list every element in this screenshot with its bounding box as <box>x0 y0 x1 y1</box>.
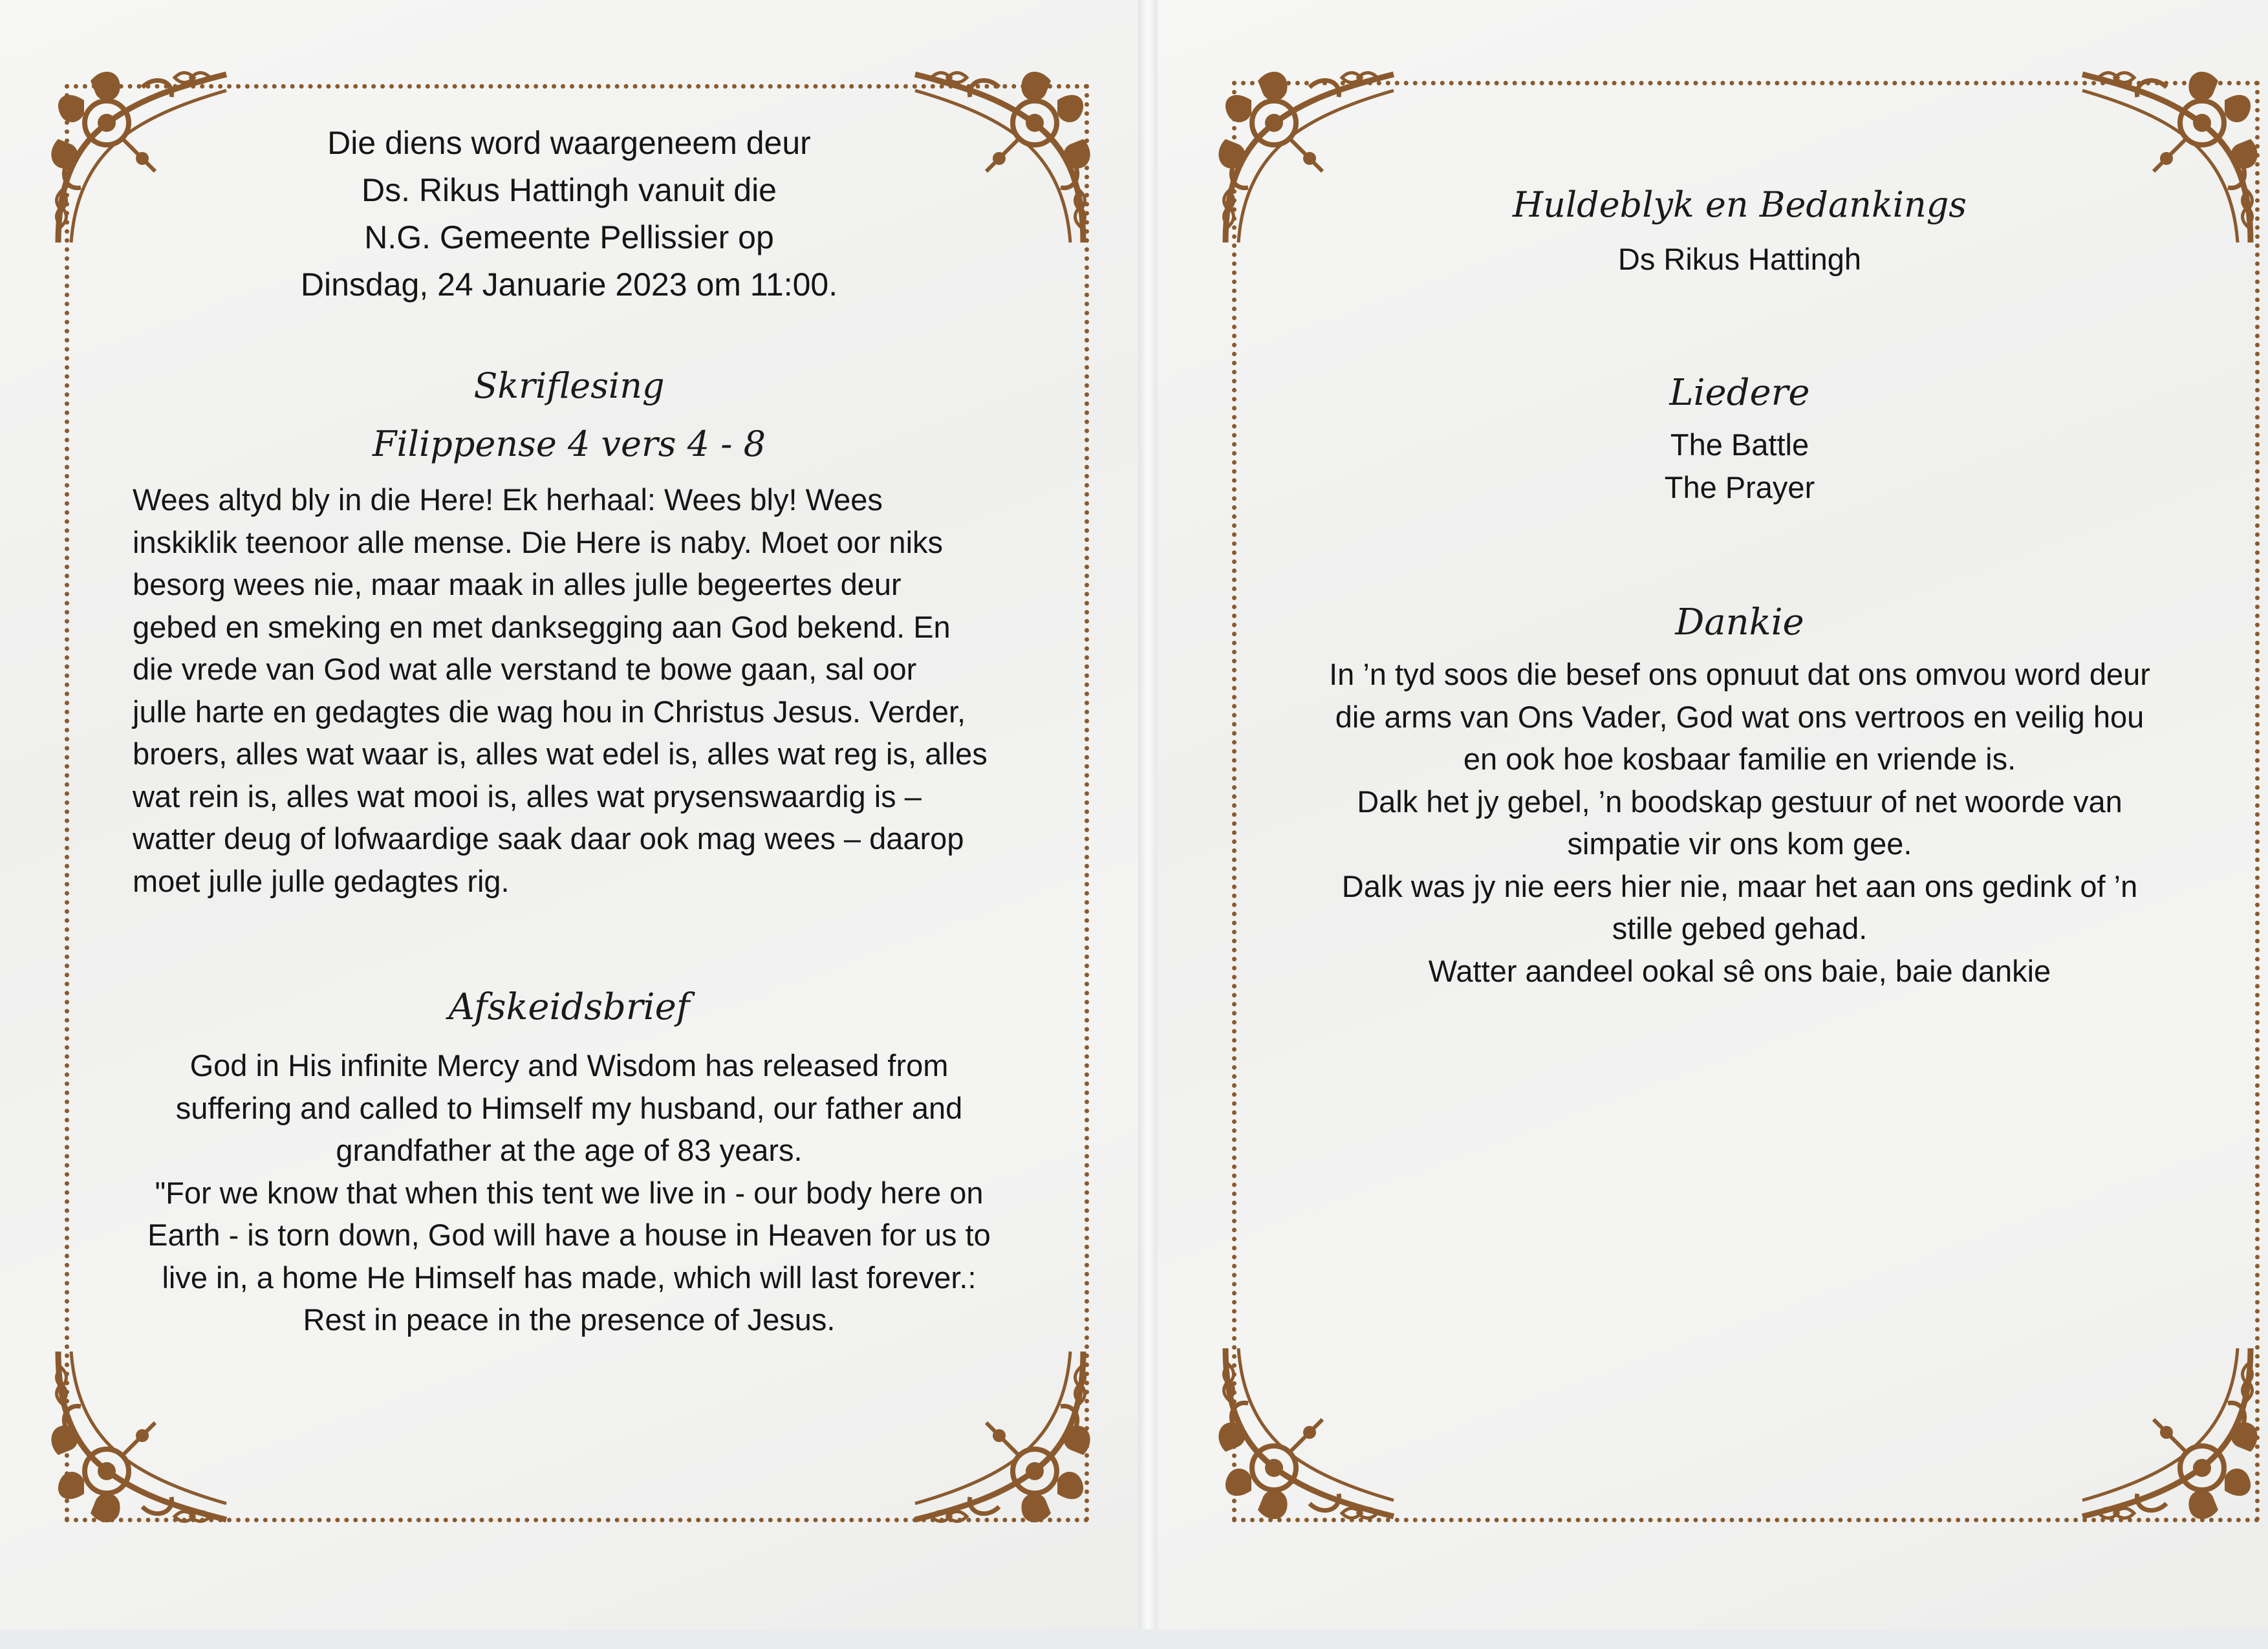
scripture-line: julle harte en gedagtes die wag hou in Christus Jesus. Verder, <box>133 694 966 729</box>
corner-ornament-icon <box>2069 61 2263 255</box>
farewell-line: "For we know that when this tent we live in - our body here on <box>155 1175 984 1210</box>
scripture-line: Wees altyd bly in die Here! Ek herhaal: Wees bly! Wees <box>133 482 883 517</box>
thanks-line: In ’n tyd soos die besef ons opnuut dat ons omvou word deur <box>1329 657 2150 691</box>
intro-line: N.G. Gemeente Pellissier op <box>364 219 774 255</box>
songs-heading: Liedere <box>1669 372 1810 414</box>
scripture-line: gebed en smeking en met danksegging aan God bekend. En <box>133 609 951 644</box>
corner-ornament-icon <box>1213 1335 1407 1529</box>
thanks-line: die arms van Ons Vader, God wat ons vertroos en veilig hou <box>1335 699 2144 734</box>
corner-ornament-icon <box>2069 1335 2263 1529</box>
page-fold <box>1138 0 1158 1630</box>
songs-list <box>1416 424 2063 508</box>
intro-line: Ds. Rikus Hattingh vanuit die <box>362 172 777 208</box>
corner-ornament-icon <box>902 1339 1096 1533</box>
tribute-name: Ds Rikus Hattingh <box>1617 242 1862 276</box>
thanks-line: Dalk het jy gebel, ’n boodskap gestuur of net woorde van <box>1357 784 2122 819</box>
thanks-text <box>1287 653 2192 992</box>
song-item: The Prayer <box>1664 469 1815 504</box>
tribute-heading: Huldeblyk en Bedankings <box>1512 184 1967 225</box>
corner-ornament-icon <box>1213 61 1407 255</box>
intro-line: Dinsdag, 24 Januarie 2023 om 11:00. <box>300 266 838 303</box>
scripture-heading: Skriflesing <box>473 365 665 406</box>
service-intro <box>246 120 892 308</box>
farewell-line: live in, a home He Himself has made, which will last forever.: <box>162 1260 977 1295</box>
corner-ornament-icon <box>902 61 1096 255</box>
farewell-heading: Afskeidsbrief <box>448 986 690 1028</box>
farewell-line: Rest in peace in the presence of Jesus. <box>303 1302 836 1337</box>
thanks-line: stille gebed gehad. <box>1612 911 1868 945</box>
farewell-line: God in His infinite Mercy and Wisdom has released from <box>189 1048 949 1083</box>
scripture-line: moet julle julle gedagtes rig. <box>133 863 510 898</box>
scripture-line: watter deug of lofwaardige saak daar ook mag wees – daarop <box>133 821 964 856</box>
thanks-line: en ook hoe kosbaar familie en vriende is. <box>1463 742 2016 776</box>
scripture-line: besorg wees nie, maar maak in alles julle begeertes deur <box>133 567 902 601</box>
farewell-text <box>116 1044 1022 1341</box>
corner-ornament-icon <box>45 1339 239 1533</box>
scripture-text <box>133 479 1019 902</box>
thanks-line: Dalk was jy nie eers hier nie, maar het aan ons gedink of ’n <box>1341 868 2138 903</box>
scripture-line: inskiklik teenoor alle mense. Die Here is naby. Moet oor niks <box>133 524 944 559</box>
corner-ornament-icon <box>45 61 239 255</box>
scripture-line: die vrede van God wat alle verstand te bowe gaan, sal oor <box>133 652 917 686</box>
farewell-line: Earth - is torn down, God will have a house in Heaven for us to <box>147 1218 991 1252</box>
thanks-line: Watter aandeel ookal sê ons baie, baie dankie <box>1428 953 2051 988</box>
thanks-heading: Dankie <box>1675 601 1804 643</box>
scan-edge <box>0 1630 2268 1649</box>
scripture-line: broers, alles wat waar is, alles wat edel is, alles wat reg is, alles <box>133 737 988 771</box>
intro-line: Die diens word waargeneem deur <box>327 125 811 161</box>
farewell-line: suffering and called to Himself my husband, our father and <box>175 1090 963 1125</box>
scripture-line: wat rein is, alles wat mooi is, alles wat prysenswaardig is – <box>133 779 922 814</box>
thanks-line: simpatie vir ons kom gee. <box>1567 826 1912 861</box>
song-item: The Battle <box>1670 427 1809 462</box>
farewell-line: grandfather at the age of 83 years. <box>336 1133 803 1167</box>
scripture-reference: Filippense 4 vers 4 - 8 <box>373 424 766 464</box>
